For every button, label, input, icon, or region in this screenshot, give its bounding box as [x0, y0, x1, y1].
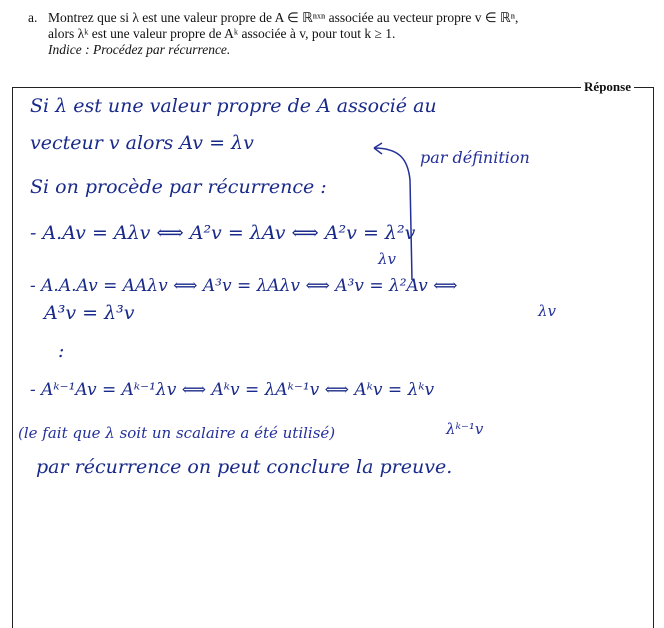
question-text	[28, 10, 648, 58]
answer-subnote-2: λv	[538, 302, 556, 320]
answer-line-6: A³v = λ³v	[44, 302, 135, 324]
question-label: a.	[28, 10, 38, 25]
answer-ellipsis: :	[58, 340, 65, 362]
answer-line-3: Si on procède par récurrence :	[30, 176, 327, 198]
answer-subnote-1: λv	[378, 250, 396, 268]
answer-side-note: par définition	[420, 148, 530, 167]
question-hint: Indice : Procédez par récurrence.	[48, 42, 231, 57]
answer-parenthetical: (le fait que λ soit un scalaire a été utilisé)	[18, 424, 336, 442]
answer-label: Réponse	[581, 79, 634, 95]
question-line-2: alors λᵏ est une valeur propre de Aᵏ associée à v, pour tout k ≥ 1.	[48, 26, 396, 41]
answer-line-4: - A.Av = Aλv ⟺ A²v = λAv ⟺ A²v = λ²v	[30, 222, 416, 244]
answer-line-7: - Aᵏ⁻¹Av = Aᵏ⁻¹λv ⟺ Aᵏv = λAᵏ⁻¹v ⟺ Aᵏv = λᵏv	[30, 380, 435, 400]
answer-subnote-3: λᵏ⁻¹v	[446, 420, 484, 438]
answer-line-5: - A.A.Av = AAλv ⟺ A³v = λAλv ⟺ A³v = λ²Av ⟺	[30, 276, 458, 296]
answer-box	[12, 87, 654, 628]
answer-line-1: Si λ est une valeur propre de A associé au	[30, 95, 437, 117]
answer-conclusion: par récurrence on peut conclure la preuve.	[36, 456, 453, 478]
answer-line-2: vecteur v alors Av = λv	[30, 132, 254, 154]
question-line-1: Montrez que si λ est une valeur propre de A ∈ ℝⁿˣⁿ associée au vecteur propre v ∈ ℝⁿ,	[48, 10, 519, 25]
